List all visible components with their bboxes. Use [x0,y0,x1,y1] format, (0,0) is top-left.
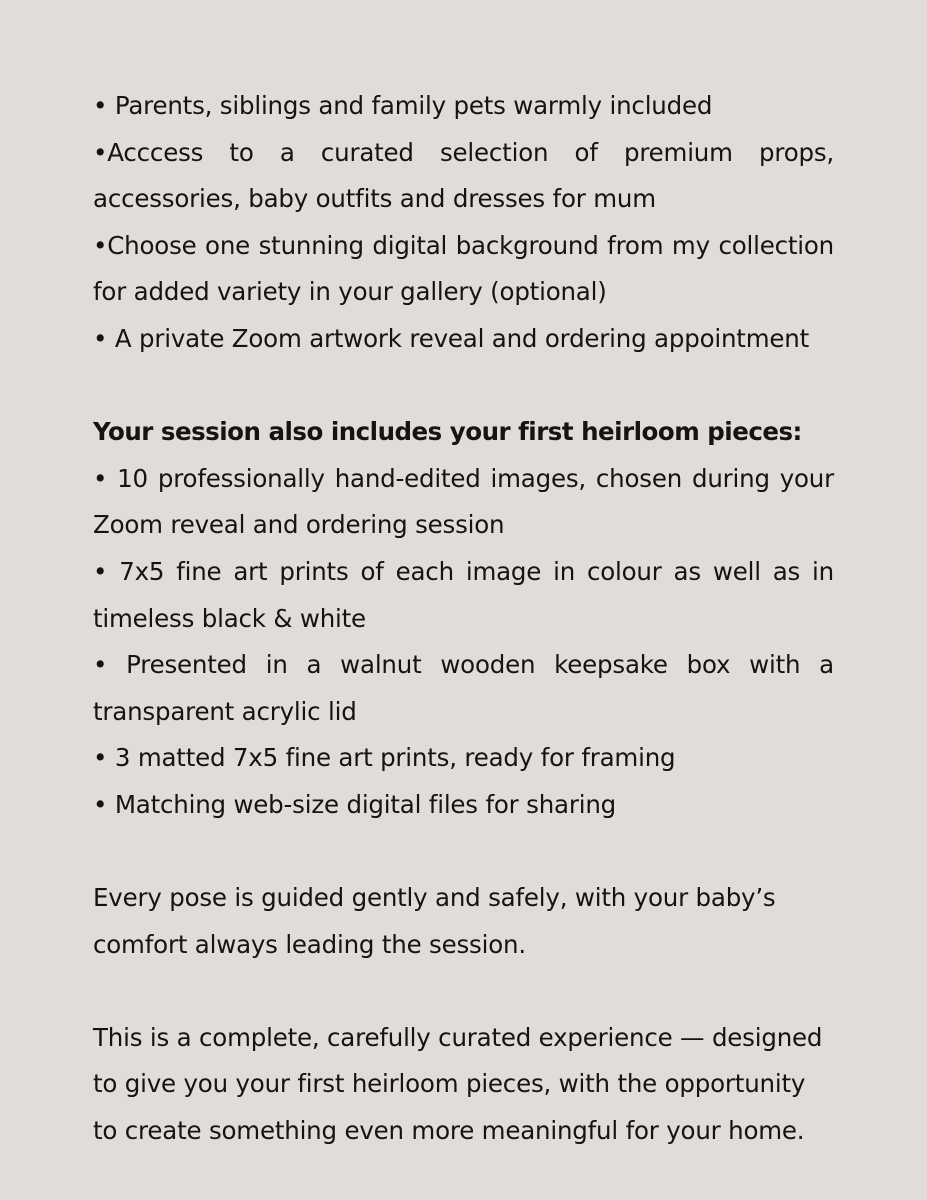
section-heading: Your session also includes your first heirloom pieces: [93,417,802,447]
list-item: • 10 professionally hand-edited images, chosen during your Zoom reveal and ordering session [93,463,834,540]
list-item: • Presented in a walnut wooden keepsake box with a transparent acrylic lid [93,650,834,726]
closing-paragraph-experience [93,1015,834,1155]
heirloom-section [93,409,834,828]
list-item: • A private Zoom artwork reveal and ordering appointment [93,323,809,353]
list-item: • 7x5 fine art prints of each image in colour as well as in timeless black & white [93,556,834,633]
inclusions-list [93,83,834,363]
spacer [93,363,834,410]
list-item: •Choose one stunning digital background from my collection for added variety in your gallery (optional) [93,230,834,307]
list-item: •Acccess to a curated selection of premium props, accessories, baby outfits and dresses for mum [93,137,834,214]
spacer [93,968,834,1015]
spacer [93,829,834,876]
list-item: • Parents, siblings and family pets warmly included [93,91,713,120]
closing-paragraph-safety [93,875,834,968]
body-paragraph: Every pose is guided gently and safely, with your baby’s comfort always leading the session. [93,883,776,959]
body-paragraph: This is a complete, carefully curated experience — designed to give you your first heirloom pieces, with the opportunity to create something even more meaningful for your home. [93,1022,823,1146]
list-item: • 3 matted 7x5 fine art prints, ready for framing [93,743,676,773]
list-item: • Matching web-size digital files for sharing [93,789,617,819]
